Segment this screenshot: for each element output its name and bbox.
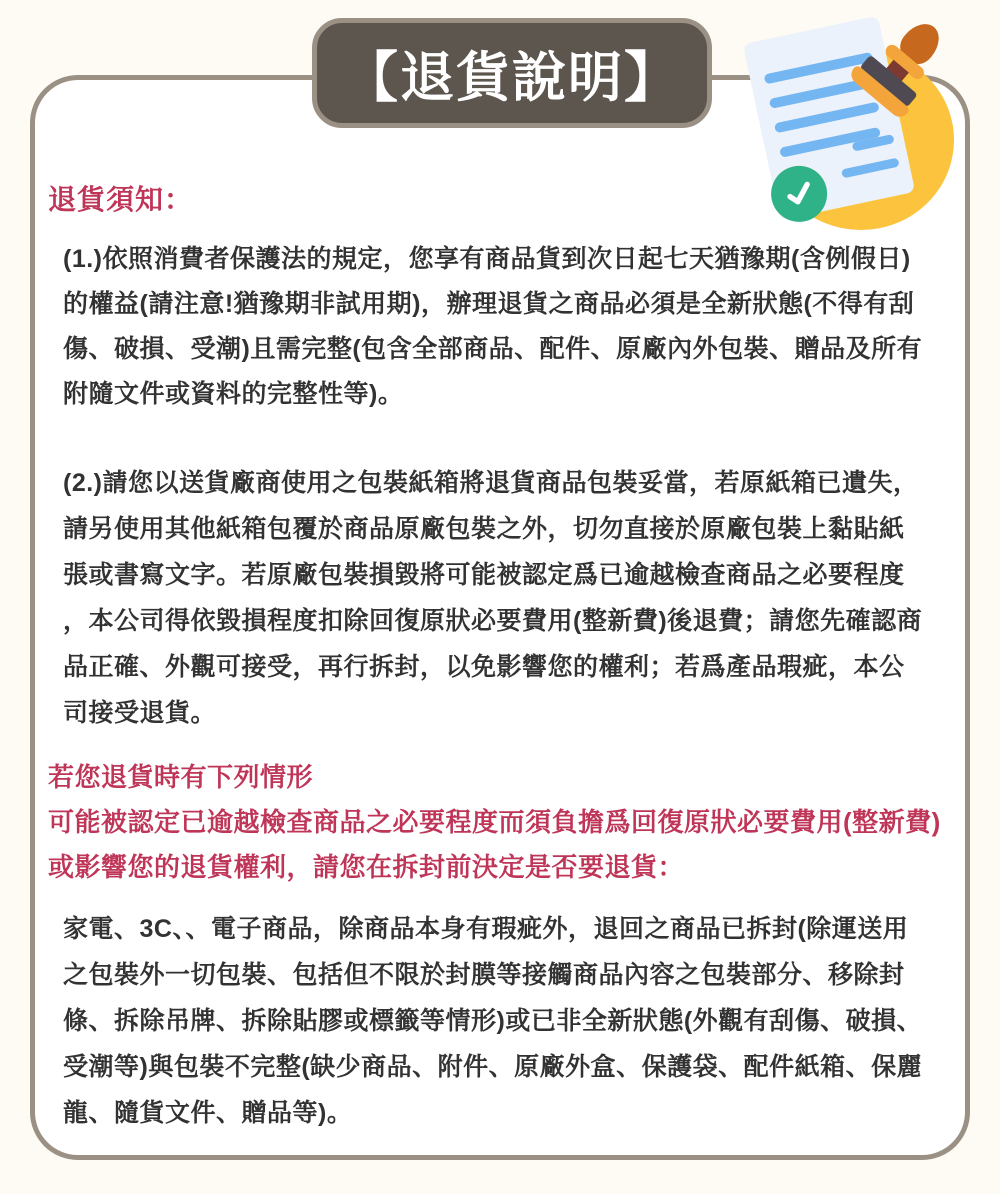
text-line: 可能被認定已逾越檢查商品之必要程度而須負擔爲回復原狀必要費用(整新費): [48, 807, 941, 837]
section-heading-return-notice: 退貨須知：: [48, 184, 194, 215]
text-line: 龍、隨貨文件、贈品等)。: [63, 1099, 353, 1127]
text-line: 若您退貨時有下列情形: [48, 762, 314, 792]
text-line: 受潮等)與包裝不完整(缺少商品、附件、原廠外盒、保護袋、配件紙箱、保麗: [63, 1053, 923, 1081]
text-line: 傷、破損、受潮)且需完整(包含全部商品、配件、原廠內外包裝、贈品及所有: [63, 335, 923, 363]
page-title: 【退貨說明】: [344, 47, 680, 108]
page-title-plate: [312, 18, 712, 128]
text-line: 的權益(請注意!猶豫期非試用期)，辦理退貨之商品必須是全新狀態(不得有刮: [63, 290, 915, 318]
text-line: ，本公司得依毀損程度扣除回復原狀必要費用(整新費)後退費；請您先確認商: [63, 607, 923, 635]
approved-document-illustration: [740, 10, 980, 230]
text-line: 附隨文件或資料的完整性等)。: [63, 380, 404, 408]
paragraph-detail-conditions: [63, 906, 922, 1136]
text-line: 品正確、外觀可接受，再行拆封，以免影響您的權利；若爲產品瑕疵，本公: [63, 653, 905, 681]
document-line-short: [841, 158, 900, 179]
warning-text-red: [48, 755, 941, 890]
text-line: 家電、3C、、電子商品，除商品本身有瑕疵外，退回之商品已拆封(除運送用: [63, 915, 909, 943]
text-line: 張或書寫文字。若原廠包裝損毀將可能被認定爲已逾越檢查商品之必要程度: [63, 561, 905, 589]
text-line: 或影響您的退貨權利，請您在拆封前決定是否要退貨：: [48, 852, 685, 882]
paragraph-1: [63, 237, 922, 417]
text-line: 之包裝外一切包裝、包括但不限於封膜等接觸商品內容之包裝部分、移除封: [63, 961, 905, 989]
text-line: (2.)請您以送貨廠商使用之包裝紙箱將退貨商品包裝妥當，若原紙箱已遺失，: [63, 469, 919, 497]
text-line: 請另使用其他紙箱包覆於商品原廠包裝之外，切勿直接於原廠包裝上黏貼紙: [63, 515, 905, 543]
text-line: (1.)依照消費者保護法的規定，您享有商品貨到次日起七天猶豫期(含例假日): [63, 245, 911, 273]
paragraph-2: [63, 460, 922, 736]
text-line: 條、拆除吊牌、拆除貼膠或標籤等情形)或已非全新狀態(外觀有刮傷、破損、: [63, 1007, 923, 1035]
text-line: 司接受退貨。: [63, 699, 217, 727]
